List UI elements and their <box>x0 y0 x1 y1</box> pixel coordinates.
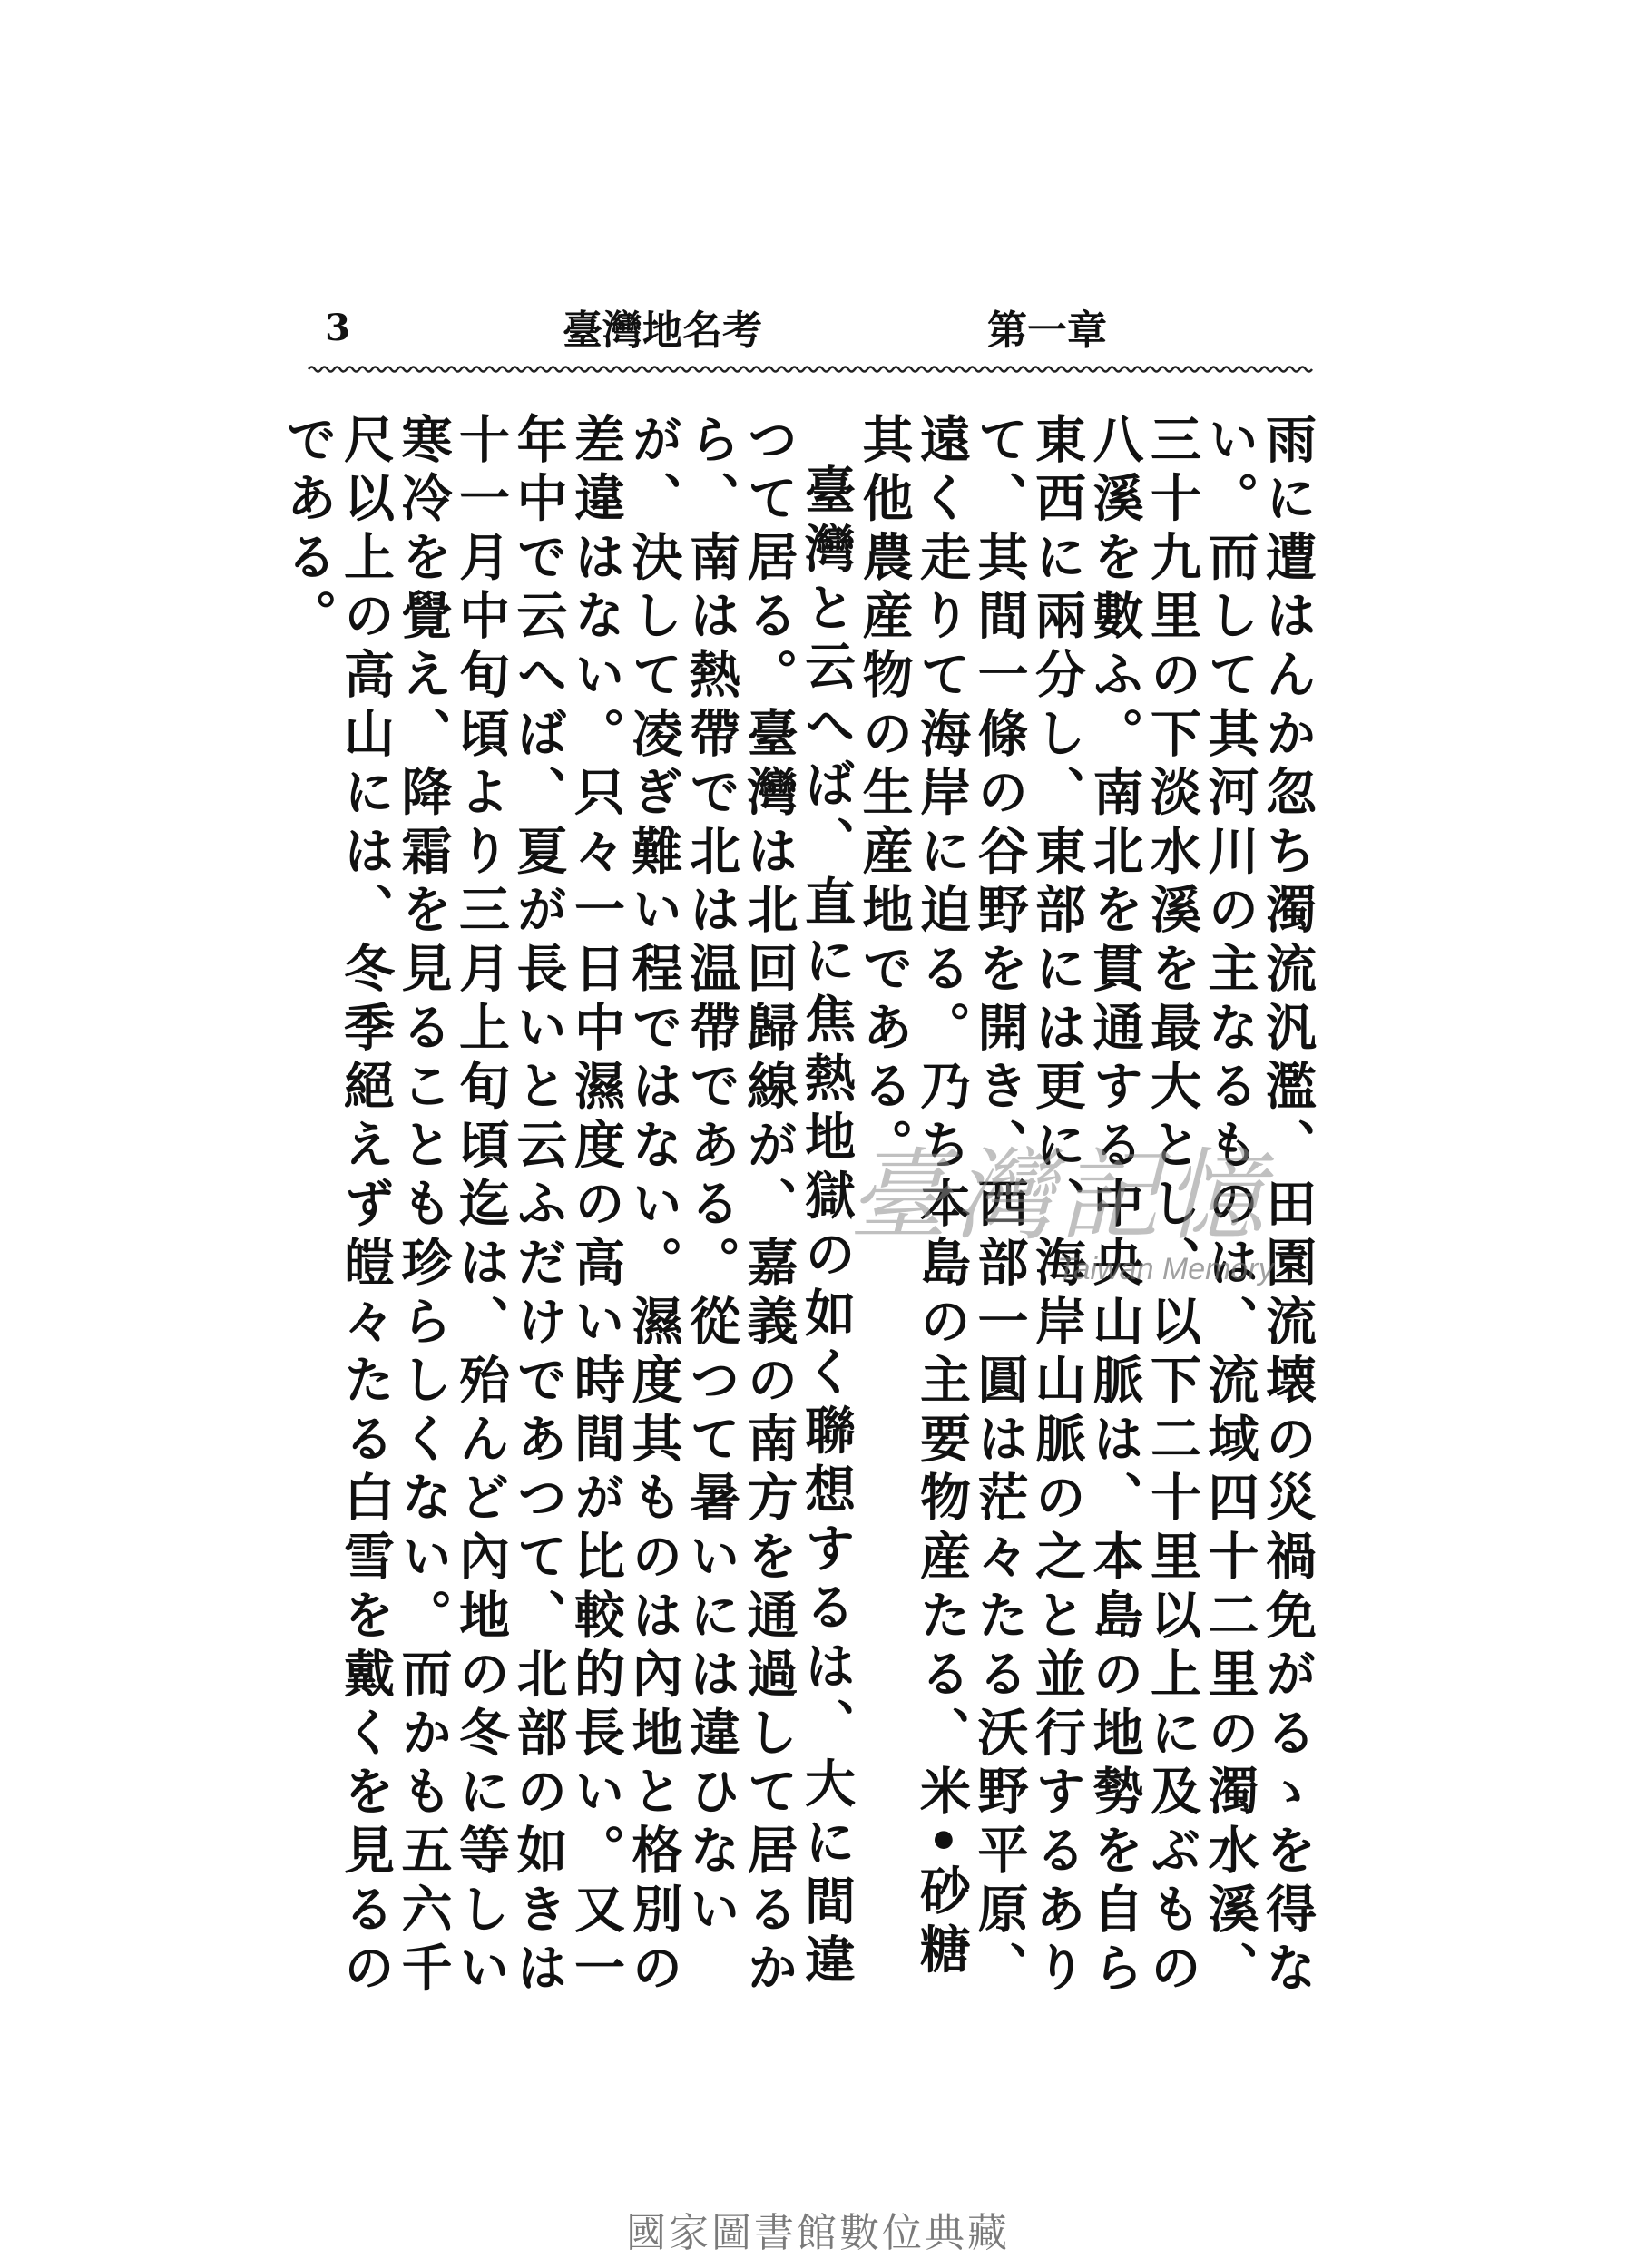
running-header <box>563 299 1107 354</box>
watermark-sub-text: Taiwan Memory <box>1057 1252 1274 1286</box>
vertical-body-text <box>278 413 1318 2037</box>
wavy-header-rule <box>309 361 1311 377</box>
footer-credit: 國家圖書館數位典藏 <box>626 2210 1010 2256</box>
book-title: 臺灣地名考 <box>563 308 762 354</box>
paragraph-1: 雨に遭はんか忽ち濁流汎濫、田園流壊の災禍免がるゝを得ない。而して其河川の主なるものは、流域四十二里の濁水溪、三十九里の下淡水溪を最大とし、以下二十里以上に及ぶもの八溪を數ふ。南北を貫通する中央山脈は、本島の地勢を自ら東西に兩分し、東部には更に、海岸山脈の之と並行するありて、其間一條の谷野を開き、西部一圓は茫々たる沃野平原、遠く走りて海岸に迫る。乃ち本島の主要物産たる、米•砂糖 其他農産物の生産地である。 <box>854 413 1318 2000</box>
watermark-main-text: 臺灣記憶 <box>848 1138 1269 1254</box>
chapter-label: 第一章 <box>987 308 1107 354</box>
page-number: 3 <box>325 307 350 349</box>
paragraph-2: 臺灣と云へば、直に焦熱地獄の如く聯想するは、大に間違つて居る。臺灣は北回歸線が、嘉義の南方を通過して居るから、南は熱帶で北は温帶である。從つて暑いには違ひないが、決して凌ぎ難い程ではない。濕度其ものは內地と格別の差違はない。只々一日中濕度の高い時間が比較的長い。又一年中で云へば、夏が長いと云ふだけであつて、北部の如きは十一月中旬頃より三月上旬頃迄は、殆んど內地の冬に等しい寒冷を覺え、降霜を見ることも珍らしくない。而かも五六千尺以上の高山には、冬季絕えず皚々たる白雪を戴くを見るのである。 <box>278 413 857 2000</box>
